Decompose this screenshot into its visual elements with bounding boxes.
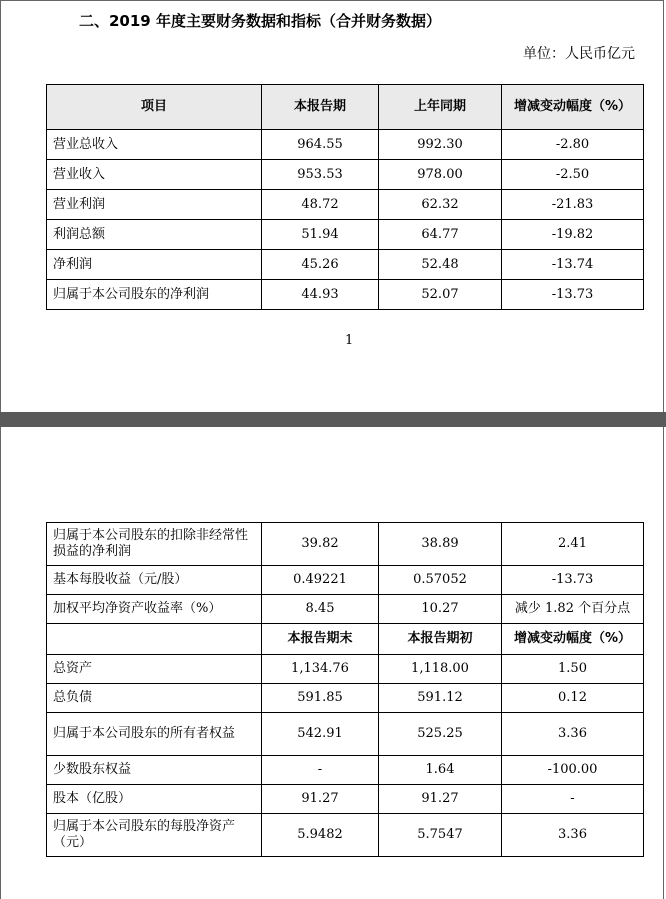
cell-change: 2.41 bbox=[502, 523, 644, 566]
row-label: 净利润 bbox=[47, 250, 262, 280]
table-row bbox=[47, 684, 644, 713]
cell-change: 减少 1.82 个百分点 bbox=[502, 595, 644, 624]
cell-prior: 62.32 bbox=[379, 190, 502, 220]
cell-prior: 91.27 bbox=[379, 785, 502, 814]
cell-prior: 1,118.00 bbox=[379, 655, 502, 684]
financial-indicators-table bbox=[46, 522, 644, 857]
cell-prior: 52.48 bbox=[379, 250, 502, 280]
table-header-row bbox=[47, 85, 644, 130]
table-row bbox=[47, 130, 644, 160]
cell-change: 3.36 bbox=[502, 814, 644, 857]
cell-current: 591.85 bbox=[262, 684, 379, 713]
cell-current: 5.9482 bbox=[262, 814, 379, 857]
cell-prior: 978.00 bbox=[379, 160, 502, 190]
row-label: 营业收入 bbox=[47, 160, 262, 190]
section-heading: 二、2019 年度主要财务数据和指标（合并财务数据） bbox=[79, 12, 441, 30]
cell-change: 0.12 bbox=[502, 684, 644, 713]
document-page-1 bbox=[0, 0, 664, 412]
header-change-pct: 增减变动幅度（%） bbox=[502, 85, 644, 130]
row-label: 归属于本公司股东的扣除非经常性损益的净利润 bbox=[47, 523, 262, 566]
cell-change: -100.00 bbox=[502, 756, 644, 785]
subheader-blank bbox=[47, 624, 262, 655]
header-period-start: 本报告期初 bbox=[379, 624, 502, 655]
cell-current: 964.55 bbox=[262, 130, 379, 160]
cell-current: - bbox=[262, 756, 379, 785]
cell-change: -2.50 bbox=[502, 160, 644, 190]
cell-prior: 64.77 bbox=[379, 220, 502, 250]
row-label: 基本每股收益（元/股） bbox=[47, 566, 262, 595]
table-row bbox=[47, 523, 644, 566]
header-item: 项目 bbox=[47, 85, 262, 130]
cell-change: 3.36 bbox=[502, 713, 644, 756]
cell-prior: 5.7547 bbox=[379, 814, 502, 857]
cell-current: 45.26 bbox=[262, 250, 379, 280]
cell-current: 48.72 bbox=[262, 190, 379, 220]
cell-prior: 10.27 bbox=[379, 595, 502, 624]
header-prior-period: 上年同期 bbox=[379, 85, 502, 130]
cell-prior: 992.30 bbox=[379, 130, 502, 160]
row-label: 总负债 bbox=[47, 684, 262, 713]
cell-prior: 525.25 bbox=[379, 713, 502, 756]
row-label: 营业利润 bbox=[47, 190, 262, 220]
cell-current: 1,134.76 bbox=[262, 655, 379, 684]
table-row bbox=[47, 280, 644, 310]
cell-current: 542.91 bbox=[262, 713, 379, 756]
row-label: 加权平均净资产收益率（%） bbox=[47, 595, 262, 624]
cell-current: 953.53 bbox=[262, 160, 379, 190]
row-label: 营业总收入 bbox=[47, 130, 262, 160]
page-number: 1 bbox=[345, 333, 354, 348]
table-row bbox=[47, 655, 644, 684]
table-subheader-row bbox=[47, 624, 644, 655]
table-row bbox=[47, 785, 644, 814]
table-row bbox=[47, 220, 644, 250]
cell-change: -13.74 bbox=[502, 250, 644, 280]
cell-current: 91.27 bbox=[262, 785, 379, 814]
cell-change: - bbox=[502, 785, 644, 814]
table-row bbox=[47, 595, 644, 624]
cell-prior: 1.64 bbox=[379, 756, 502, 785]
cell-prior: 38.89 bbox=[379, 523, 502, 566]
cell-change: -13.73 bbox=[502, 280, 644, 310]
header-current-period: 本报告期 bbox=[262, 85, 379, 130]
table-row bbox=[47, 756, 644, 785]
document-page-2 bbox=[0, 427, 664, 899]
table-row bbox=[47, 250, 644, 280]
table-row bbox=[47, 713, 644, 756]
cell-change: -13.73 bbox=[502, 566, 644, 595]
cell-change: -21.83 bbox=[502, 190, 644, 220]
cell-current: 51.94 bbox=[262, 220, 379, 250]
header-change-pct: 增减变动幅度（%） bbox=[502, 624, 644, 655]
cell-change: 1.50 bbox=[502, 655, 644, 684]
page-separator bbox=[0, 412, 666, 427]
table-row bbox=[47, 190, 644, 220]
cell-prior: 52.07 bbox=[379, 280, 502, 310]
row-label: 归属于本公司股东的每股净资产（元） bbox=[47, 814, 262, 857]
cell-change: -19.82 bbox=[502, 220, 644, 250]
cell-prior: 0.57052 bbox=[379, 566, 502, 595]
row-label: 股本（亿股） bbox=[47, 785, 262, 814]
financial-summary-table bbox=[46, 84, 644, 310]
row-label: 归属于本公司股东的所有者权益 bbox=[47, 713, 262, 756]
row-label: 少数股东权益 bbox=[47, 756, 262, 785]
row-label: 利润总额 bbox=[47, 220, 262, 250]
cell-prior: 591.12 bbox=[379, 684, 502, 713]
cell-current: 8.45 bbox=[262, 595, 379, 624]
cell-current: 44.93 bbox=[262, 280, 379, 310]
unit-label: 单位：人民币亿元 bbox=[523, 46, 635, 62]
table-row bbox=[47, 814, 644, 857]
cell-change: -2.80 bbox=[502, 130, 644, 160]
row-label: 归属于本公司股东的净利润 bbox=[47, 280, 262, 310]
cell-current: 39.82 bbox=[262, 523, 379, 566]
table-row bbox=[47, 160, 644, 190]
header-period-end: 本报告期末 bbox=[262, 624, 379, 655]
cell-current: 0.49221 bbox=[262, 566, 379, 595]
row-label: 总资产 bbox=[47, 655, 262, 684]
table-row bbox=[47, 566, 644, 595]
